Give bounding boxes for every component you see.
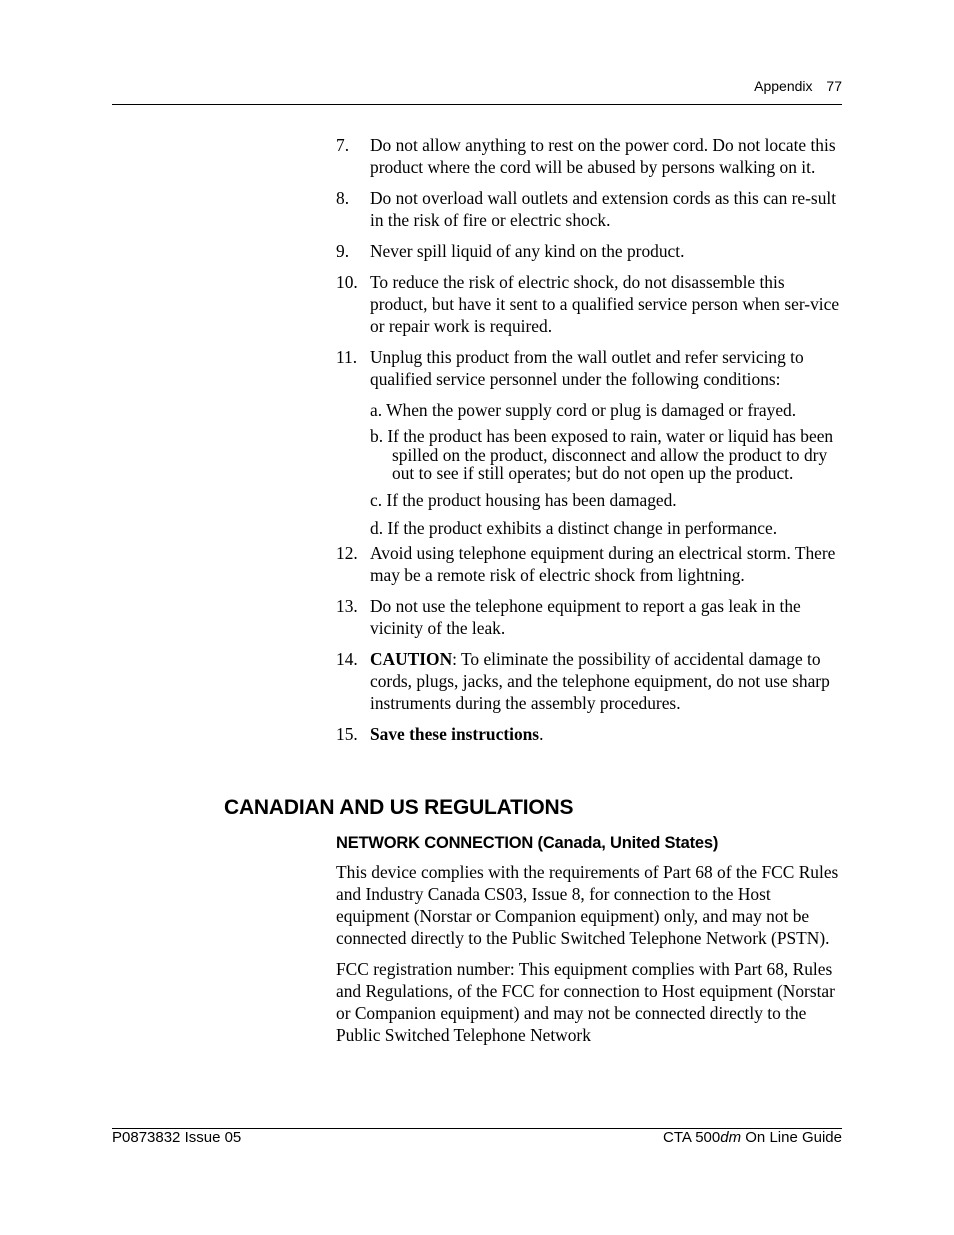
- paragraph: FCC registration number: This equipment complies with Part 68, Rules and Regulations, of the FCC for connection to Host equipment (Norstar or Companion equipment) and may not be connected directly to the Public Switched Telephone Network: [336, 959, 835, 1045]
- caution-label: CAUTION: [370, 648, 453, 669]
- instructions-list-container: [336, 134, 846, 754]
- item-number: 15.: [336, 723, 358, 744]
- item-number: 13.: [336, 595, 358, 616]
- list-item: [336, 134, 846, 178]
- item-number: 12.: [336, 542, 358, 563]
- header-rule: [112, 104, 842, 105]
- item-text: Never spill liquid of any kind on the product.: [370, 241, 685, 261]
- footer-guide-title: [663, 1129, 842, 1146]
- list-item: [336, 271, 846, 337]
- guide-title-italic: dm: [720, 1129, 742, 1146]
- list-item: [336, 595, 846, 639]
- sub-list-item: c. If the product housing has been damaged.: [370, 489, 677, 510]
- guide-title-prefix: CTA 500: [662, 1129, 721, 1146]
- header-section: Appendix: [754, 78, 813, 94]
- item-number: 7.: [336, 135, 350, 155]
- item-number: 9.: [336, 241, 350, 261]
- sub-list-item: a. When the power supply cord or plug is damaged or frayed.: [370, 400, 797, 420]
- item-text: .: [539, 723, 544, 744]
- list-item: [336, 542, 846, 586]
- save-instructions-label: Save these instructions: [370, 723, 540, 744]
- item-text: Do not use the telephone equipment to report a gas leak in the vicinity of the leak.: [370, 595, 801, 638]
- list-item: [336, 346, 846, 539]
- page-number: 77: [826, 78, 842, 94]
- section-heading: CANADIAN AND US REGULATIONS: [224, 796, 574, 819]
- item-text: To reduce the risk of electric shock, do not disassemble this product, but have it sent to a qualified service person when ser-vice or repair work is required.: [370, 272, 840, 336]
- item-number: 8.: [336, 188, 350, 208]
- item-text: Unplug this product from the wall outlet and refer servicing to qualified service personnel under the following conditions:: [370, 347, 804, 389]
- item-text: Do not allow anything to rest on the power cord. Do not locate this product where the cord will be abused by persons walking on it.: [370, 135, 836, 177]
- running-header: [754, 78, 842, 94]
- guide-title-suffix: On Line Guide: [741, 1129, 842, 1146]
- item-number: 10.: [336, 272, 358, 292]
- item-number: 14.: [336, 648, 358, 669]
- conditions-sublist: [370, 399, 846, 539]
- footer-doc-number: P0873832 Issue 05: [112, 1129, 242, 1146]
- item-text: : To eliminate the possibility of accidental damage to cords, plugs, jacks, and the telephone equipment, do not use sharp instruments during the assembly procedures.: [370, 648, 830, 713]
- subsection-heading: NETWORK CONNECTION (Canada, United States): [336, 834, 719, 852]
- item-text: Do not overload wall outlets and extension cords as this can re-sult in the risk of fire or electric shock.: [370, 188, 837, 230]
- sub-list-item: d. If the product exhibits a distinct change in performance.: [370, 517, 778, 538]
- list-item: [336, 240, 846, 262]
- item-text: Avoid using telephone equipment during an electrical storm. There may be a remote risk of electric shock from lightning.: [370, 542, 836, 585]
- paragraph: This device complies with the requirements of Part 68 of the FCC Rules and Industry Canada CS03, Issue 8, for connection to the Host equipment (Norstar or Companion equipment) only, and may not be connected directly to the Public Switched Telephone Network (PSTN).: [336, 862, 839, 948]
- list-item: [336, 648, 846, 714]
- list-item: [336, 187, 846, 231]
- safety-instructions-list: [336, 134, 846, 745]
- sub-list-item: b. If the product has been exposed to rain, water or liquid has been spilled on the product, disconnect and allow the product to dry out to see if still operates; but do not open up the product.: [370, 426, 834, 483]
- regulations-body: [336, 861, 846, 1055]
- item-number: 11.: [336, 347, 358, 367]
- list-item: [336, 723, 846, 745]
